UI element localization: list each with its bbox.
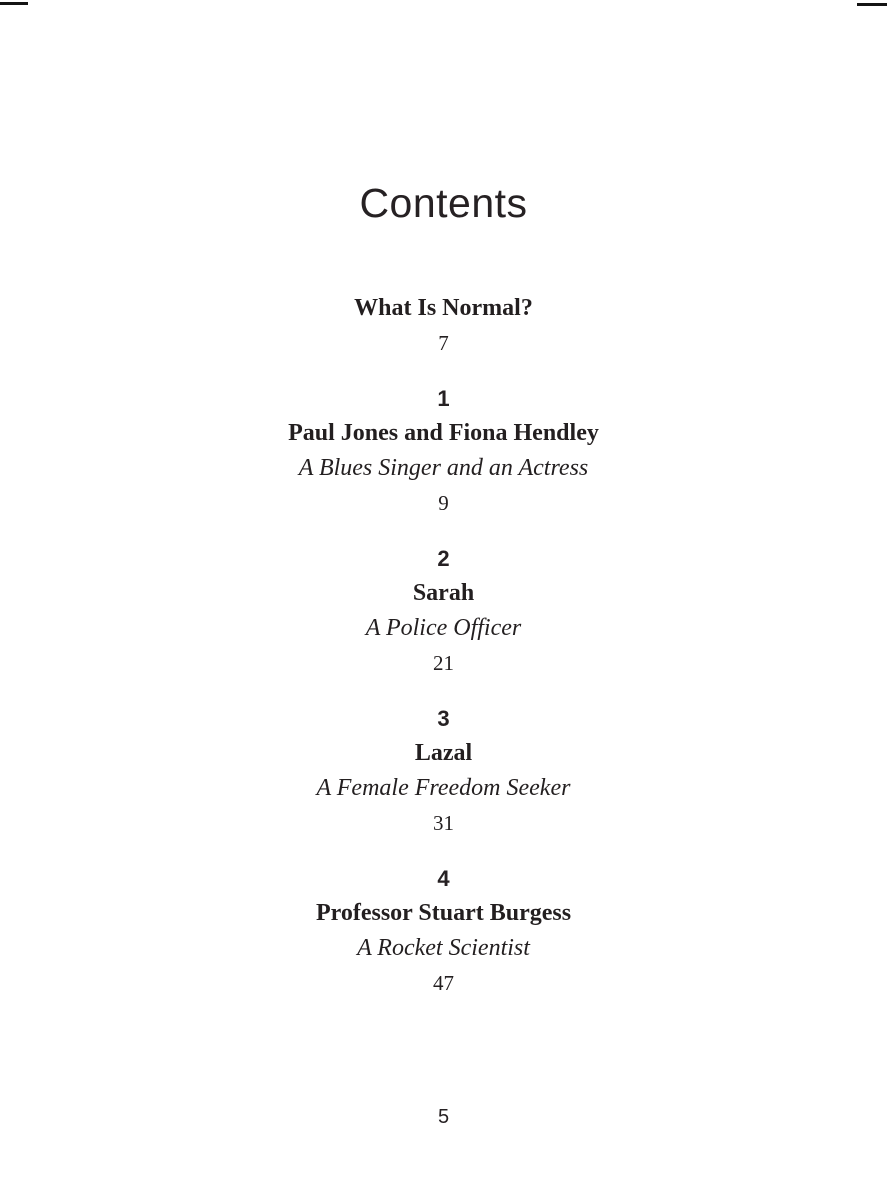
chapter-page-number: 9 [438,491,449,515]
chapter-page-number: 31 [433,811,454,835]
chapter-number: 3 [437,706,450,731]
chapter-page-number: 21 [433,651,454,675]
toc-entry-intro [0,291,887,361]
chapter-title: Lazal [414,740,473,766]
chapter-title: Sarah [412,580,475,606]
toc-entry-1 [0,381,887,521]
chapter-subtitle: A Rocket Scientist [357,935,530,961]
page-folio: 5 [437,1106,450,1128]
scan-artifact-top-left [0,2,28,5]
chapter-number: 4 [437,866,450,891]
chapter-subtitle: A Female Freedom Seeker [316,775,571,801]
toc-entry-3 [0,701,887,841]
chapter-page-number: 7 [438,331,449,355]
page-title: Contents [359,180,528,226]
scan-artifact-top-right [857,3,887,6]
table-of-contents [0,291,887,1021]
chapter-number: 2 [437,546,450,571]
toc-entry-2 [0,541,887,681]
chapter-subtitle: A Blues Singer and an Actress [298,455,589,481]
chapter-title: Professor Stuart Burgess [315,900,572,926]
chapter-page-number: 47 [433,971,454,995]
chapter-title: What Is Normal? [354,295,533,321]
chapter-number: 1 [437,386,450,411]
chapter-subtitle: A Police Officer [365,615,522,641]
chapter-title: Paul Jones and Fiona Hendley [288,420,599,446]
toc-entry-4 [0,861,887,1001]
